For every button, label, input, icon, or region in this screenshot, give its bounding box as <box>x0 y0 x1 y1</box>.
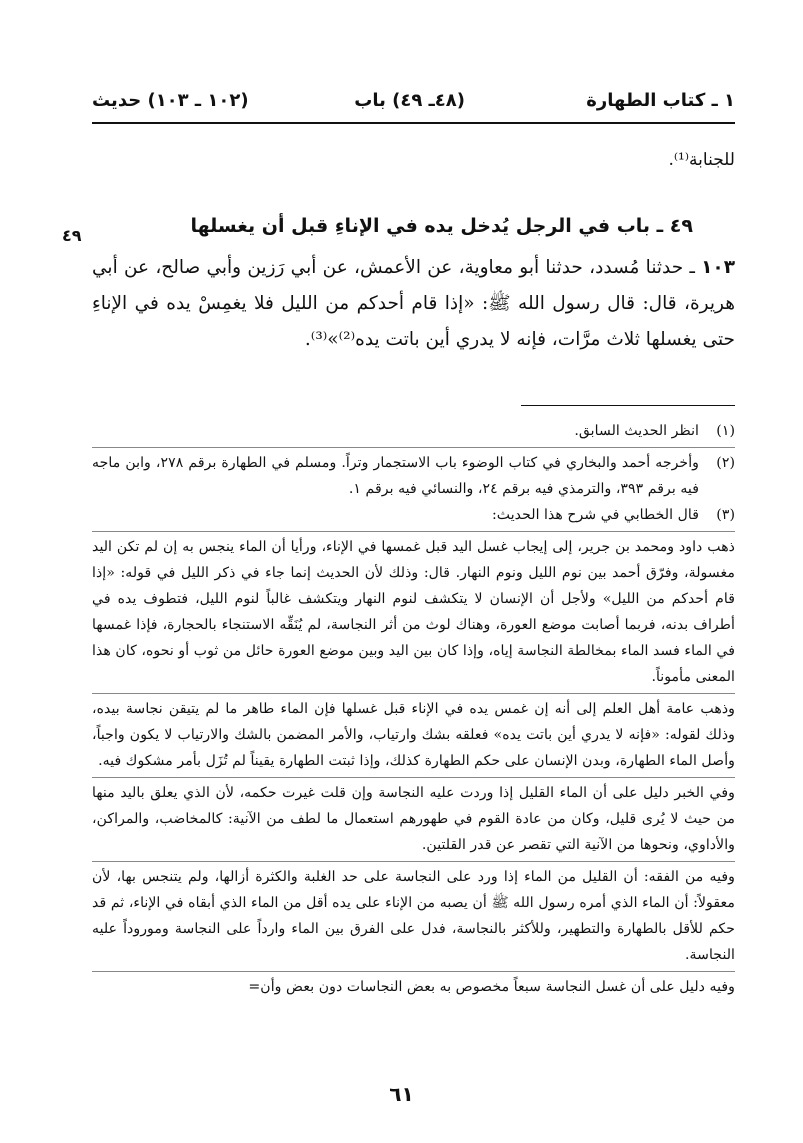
footnote-1 <box>92 418 735 444</box>
header-hadith-range: (١٠٢ ـ ١٠٣) حديث <box>92 90 249 111</box>
commentary-paragraph: وفيه دليل على أن غسل النجاسة سبعاً مخصوص به بعض النجاسات دون بعض وأن= <box>248 979 735 995</box>
continuation-text: للجنابة⁽¹⁾. <box>668 150 735 170</box>
commentary-paragraph: وفيه من الفقه: أن القليل من الماء إذا ورد على النجاسة على حد الغلبة والكثرة أزالها، ولم يتنجس بها، لأن معقولاً: أن الماء الذي أمره رسول الله ﷺ أن يصبه من الإناء على يده أقل من الماء الذي أبقاه في الإناء، ثم قد حكم للأقل بالطهارة والتطهير، وللأكثر بالنجاسة، فدل على الفرق بين الماء وارداً على النجاسة وموروداً عليه النجاسة. <box>92 869 735 963</box>
footnote-separator <box>521 405 735 406</box>
header-rule <box>92 122 735 124</box>
footnote-mark: (٢) <box>716 455 735 471</box>
paragraph-divider <box>92 861 735 862</box>
footnote-divider <box>92 531 735 532</box>
paragraph-divider <box>92 777 735 778</box>
page-number: ٦١ <box>389 1082 414 1106</box>
paragraph-divider <box>92 693 735 694</box>
footnote-text: قال الخطابي في شرح هذا الحديث: <box>491 507 699 523</box>
chapter-heading: ٤٩ ـ باب في الرجل يُدخل يده في الإناءِ قبل أن يغسلها <box>190 215 693 237</box>
commentary-paragraph: ذهب داود ومحمد بن جرير، إلى إيجاب غسل اليد قبل غمسها في الإناء، ورأيا أن الماء ينجس به إن لم تكن اليد مغسولة، وفرّق أحمد بين نوم الليل ونوم النهار. قال: وذلك لأن الحديث إنما جاء في ذكر الليل في قوله: «إذا قام أحدكم من الليل» ولأجل أن الإنسان لا يتكشف لنوم النهار ويتكشف غالباً لنوم الليل، فتطوف يده في أطراف بدنه، فربما أصابت موضع العورة، وهناك لوث من أثر النجاسة، لم يُنَقِّه الاستنجاء بالحجارة، فإذا غمسها في الماء فسد الماء بمخالطة النجاسة إياه، وإذا كان بين اليد وبين موضع العورة حائل من ثوب أو نحوه، كان هذا المعنى مأموناً. <box>92 539 735 685</box>
hadith-block <box>92 250 735 358</box>
footnote-text: انظر الحديث السابق. <box>574 423 699 439</box>
header-chapter-range: (٤٨ـ ٤٩) باب <box>354 90 465 111</box>
running-header <box>92 86 735 122</box>
commentary-paragraph: وفي الخبر دليل على أن الماء القليل إذا وردت عليه النجاسة وإن قلت غيرت حكمه، لأن الذي يعلق باليد منها من حيث لا يُرى قليل، وكان من عادة القوم في طهورهم استعمال ما لطف من الآنية: كالمخاضب، والمراكن، والأداوي، ونحوها من الآنية التي تقصر عن قدر القلتين. <box>92 785 735 853</box>
hadith-number: ١٠٣ <box>701 257 735 278</box>
footnote-text: وأخرجه أحمد والبخاري في كتاب الوضوء باب الاستجمار وتراً. ومسلم في الطهارة برقم ٢٧٨، وابن ماجه فيه برقم ٣٩٣، والترمذي فيه برقم ٢٤، والنسائي فيه برقم ١. <box>92 455 699 497</box>
footnote-mark: (١) <box>716 423 735 439</box>
header-book-title: ١ ـ كتاب الطهارة <box>586 90 735 111</box>
footnote-3 <box>92 502 735 528</box>
footnotes <box>92 418 735 1002</box>
footnote-divider <box>92 447 735 448</box>
commentary-paragraph: وذهب عامة أهل العلم إلى أنه إن غمس يده في الإناء قبل غسلها فإن الماء طاهر ما لم يتيقن نجاسة بيده، وذلك لقوله: «فإنه لا يدري أين باتت يده» فعلقه بشك وارتياب، والأمر المضمن بالشك والارتياب لا يكون واجباً، وأصل الماء الطهارة، وبدن الإنسان على حكم الطهارة كذلك، وإذا ثبتت الطهارة يقيناً لم تُزَل بأمر مشكوك فيه. <box>92 701 735 769</box>
hadith-text: ـ حدثنا مُسدد، حدثنا أبو معاوية، عن الأعمش، عن أبي رَزين وأبي صالح، عن أبي هريرة، قال: قال رسول الله ﷺ: «إذا قام أحدكم من الليل فلا يغمِسْ يده في الإناءِ حتى يغسلها ثلاث مرَّات، فإنه لا يدري أين باتت يده⁽²⁾»⁽³⁾. <box>92 257 735 350</box>
margin-chapter-number: ٤٩ <box>62 226 82 245</box>
paragraph-divider <box>92 971 735 972</box>
footnote-mark: (٣) <box>716 507 735 523</box>
footnote-2 <box>92 450 735 502</box>
